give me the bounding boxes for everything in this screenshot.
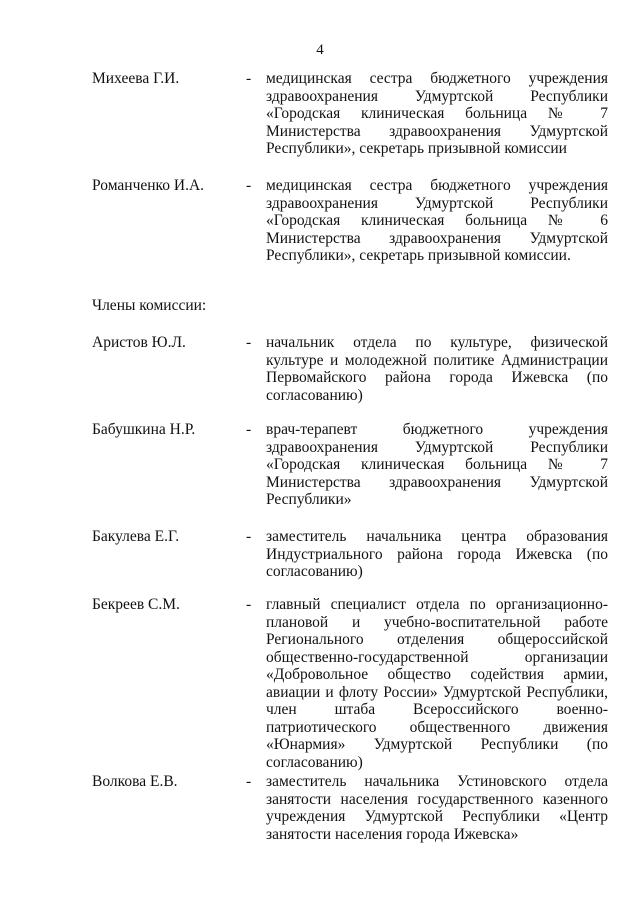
dash-separator: - [246, 177, 252, 194]
dash-separator: - [246, 70, 252, 87]
person-role: медицинская сестра бюджетного учреждения здравоохранения Удмуртской Республики «Городская клиническая больница № 6 Министерства здравоохранения Удмуртской Республики», секретарь призывной комиссии. [266, 177, 608, 264]
person-name: Волкова Е.В. [92, 773, 178, 790]
dash-separator: - [246, 421, 252, 438]
dash-separator: - [246, 528, 252, 545]
person-role: медицинская сестра бюджетного учреждения здравоохранения Удмуртской Республики «Городская клиническая больница № 7 Министерства здравоохранения Удмуртской Республики», секретарь призывной комиссии [266, 70, 608, 157]
members-heading: Члены комиссии: [92, 297, 207, 314]
person-name: Бакулева Е.Г. [92, 528, 180, 545]
person-name: Аристов Ю.Л. [92, 334, 186, 351]
person-name: Бабушкина Н.Р. [92, 421, 196, 438]
person-name: Романченко И.А. [92, 177, 205, 194]
dash-separator: - [246, 596, 252, 613]
person-role: главный специалист отдела по организационно-плановой и учебно-воспитательной работе Регионального отделения общероссийской общественно-государственной организации «Добровольное общество содействия армии, авиации и флоту России» Удмуртской Республики, член штаба Всероссийского военно-патриотического общественного движения «Юнармия» Удмуртской Республики (по согласованию) [266, 596, 608, 771]
dash-separator: - [246, 334, 252, 351]
person-role: начальник отдела по культуре, физической культуре и молодежной политике Администрации Первомайского района города Ижевска (по согласованию) [266, 334, 608, 404]
person-role: заместитель начальника Устиновского отдела занятости населения государственного казенного учреждения Удмуртской Республики «Центр занятости населения города Ижевска» [266, 773, 608, 843]
dash-separator: - [246, 773, 252, 790]
person-role: врач-терапевт бюджетного учреждения здравоохранения Удмуртской Республики «Городская клиническая больница № 7 Министерства здравоохранения Удмуртской Республики» [266, 421, 608, 508]
page-number: 4 [316, 42, 324, 58]
person-role: заместитель начальника центра образования Индустриального района города Ижевска (по согласованию) [266, 528, 608, 580]
person-name: Михеева Г.И. [92, 70, 180, 87]
person-name: Бекреев С.М. [92, 596, 180, 613]
